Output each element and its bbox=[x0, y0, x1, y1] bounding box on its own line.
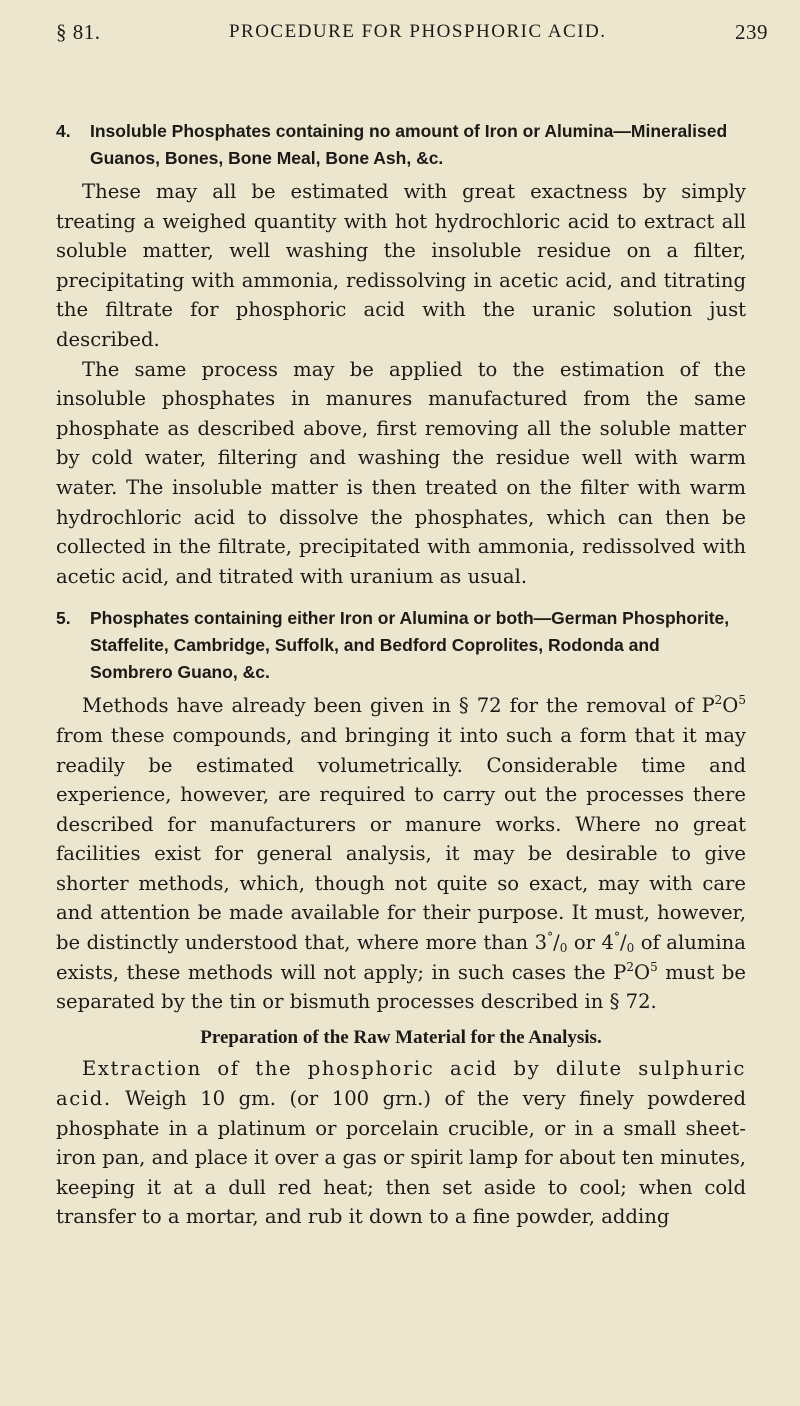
section-5-heading-text: Phosphates containing either Iron or Alumina or both—German Phosphorite, Staffelite, Cambridge, Suffolk, and Bedford Coprolites, Rodonda and Sombrero Guano, &c. bbox=[90, 608, 730, 683]
section-4-number: 4. bbox=[56, 121, 71, 141]
section-4-paragraph-2: The same process may be applied to the estimation of the insoluble phosphates in manures manufactured from the same phosphate as described above, first removing all the soluble matter by cold water, filtering and washing the residue well with warm water. The insoluble matter is then treated on the filter with warm hydrochloric acid to dissolve the phosphates, which can then be collected in the filtrate, precipitated with ammonia, redissolved with acetic acid, and titrated with uranium as usual. bbox=[56, 357, 746, 588]
section-5-number: 5. bbox=[56, 608, 71, 629]
section-marker: § 81. bbox=[56, 19, 101, 44]
section-5-heading bbox=[56, 605, 746, 686]
section-4-paragraph-1: These may all be estimated with great exactness by simply treating a weighed quantity with hot hydrochloric acid to extract all soluble matter, well washing the insoluble residue on a filter, precipitating with ammonia, redissolving in acetic acid, and titrating the filtrate for phosphoric acid with the uranic solution just described. bbox=[56, 180, 746, 351]
page-number: 239 bbox=[734, 19, 768, 44]
page-body bbox=[56, 118, 746, 1232]
page-header bbox=[56, 12, 768, 52]
section-4-heading bbox=[56, 118, 746, 172]
preparation-paragraph: Extraction of the phosphoric acid by dilute sulphuric acid. Weigh 10 gm. (or 100 grn.) of the very finely powdered phosphate in a platinum or porcelain crucible, or in a small sheet-iron pan, and place it over a gas or spirit lamp for about ten minutes, keeping it at a dull red heat; then set aside to cool; when cold transfer to a mortar, and rub it down to a fine powder, adding bbox=[56, 1057, 746, 1229]
preparation-lead: Extraction of the phosphoric acid by dilute sulphuric acid. bbox=[56, 1057, 746, 1111]
section-5-paragraph: Methods have already been given in § 72 for the removal of $P^2O^5$ from these compounds, and bringing it into such a form that it may readily be estimated volumetrically. Considerable time and experience, however, are required to carry out the processes there described for manufacturers or manure works. Where no great facilities exist for general analysis, it may be desirable to give shorter methods, which, though not quite so exact, may with care and attention be made available for their purpose. It must, however, be distinctly understood that, where more than $3^\circ/_0$ or $4^\circ/_0$ of alumina exists, these methods will not apply; in such cases the $P^2O^5$ must be separated by the tin or bismuth processes described in § 72. bbox=[56, 693, 746, 1014]
preparation-subheading: Preparation of the Raw Material for the Analysis. bbox=[200, 1026, 602, 1048]
section-4-heading-text: Insoluble Phosphates containing no amount of Iron or Alumina—Mineralised Guanos, Bones, Bone Meal, Bone Ash, &c. bbox=[90, 121, 728, 168]
running-title: PROCEDURE FOR PHOSPHORIC ACID. bbox=[228, 21, 607, 42]
